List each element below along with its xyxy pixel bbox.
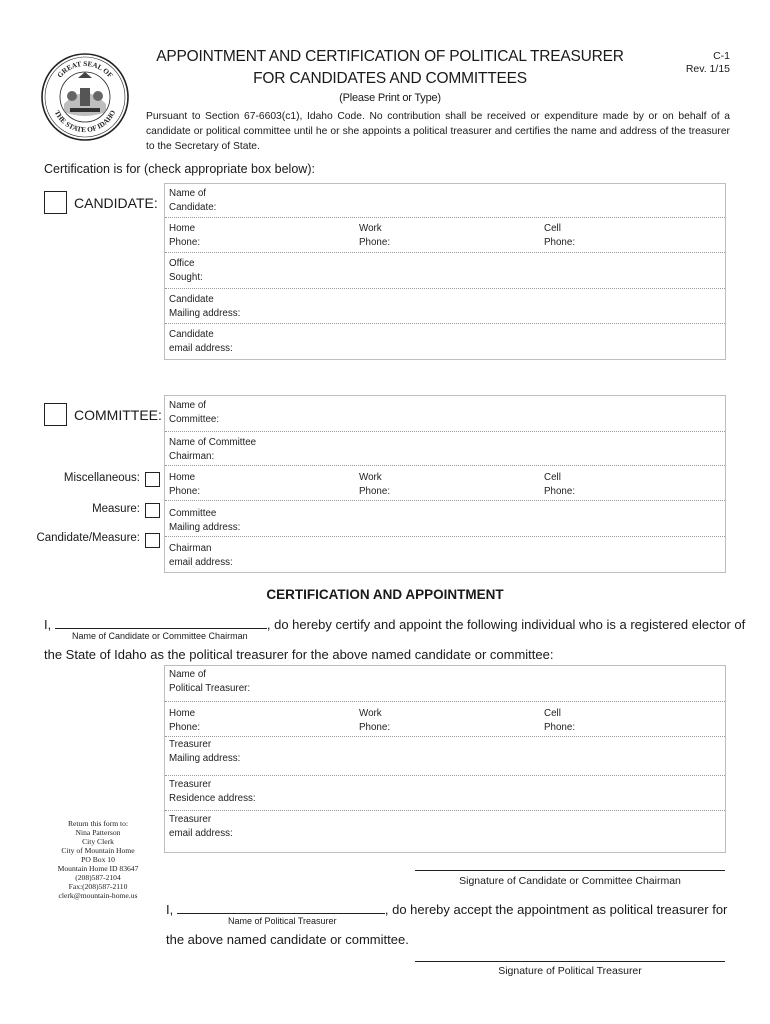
committee-chairman-field[interactable] [165, 432, 725, 466]
chairman-signature-caption: Signature of Candidate or Committee Chairman [459, 875, 681, 887]
label: Treasurer [169, 814, 212, 825]
committee-checkbox[interactable] [44, 403, 67, 426]
measure-label: Measure: [92, 503, 140, 515]
seal-text-top: GREAT SEAL OF [55, 59, 115, 80]
seal-text-bottom: THE STATE OF IDAHO [52, 109, 118, 135]
label: Phone: [359, 721, 391, 733]
label: Phone: [544, 485, 576, 497]
label: Phone: [544, 236, 576, 248]
candidate-measure-checkbox[interactable] [145, 533, 160, 548]
label: Cell [544, 223, 561, 234]
committee-work-phone-field[interactable] [359, 471, 390, 498]
form-title: APPOINTMENT AND CERTIFICATION OF POLITICAL TREASURER [156, 48, 624, 65]
candidate-label: CANDIDATE: [74, 195, 158, 211]
i-label: I, [166, 902, 174, 917]
return-address [40, 819, 156, 900]
above-named-statement: the above named candidate or committee. [166, 932, 409, 947]
label: Treasurer [169, 739, 212, 750]
intro-paragraph: Pursuant to Section 67-6603(c1), Idaho Code. No contribution shall be received or expenditure made by or on behalf of a candidate or political committee until he or she appoints a political treasurer and certifies the name and address of the treasurer to the Secretary of State. [146, 111, 730, 152]
return-line: (208)587-2104 [75, 873, 121, 882]
label: Sought: [169, 271, 203, 283]
label: Mailing address: [169, 752, 241, 764]
label: Work [359, 223, 382, 234]
label: Candidate [169, 294, 214, 305]
label: Political Treasurer: [169, 682, 251, 694]
treasurer-cell-phone-field[interactable] [544, 707, 575, 734]
label: Committee [169, 508, 217, 519]
miscellaneous-checkbox[interactable] [145, 472, 160, 487]
label: Phone: [169, 236, 201, 248]
office-sought-field[interactable] [165, 253, 725, 289]
treasurer-residence-address-field[interactable] [165, 776, 725, 811]
label: Candidate [169, 329, 214, 340]
return-line: Mountain Home ID 83647 [57, 864, 139, 873]
accept-statement [166, 901, 727, 917]
label: Cell [544, 708, 561, 719]
treasurer-signature-caption: Signature of Political Treasurer [498, 965, 642, 977]
committee-name-field[interactable] [165, 396, 725, 432]
label: Candidate: [169, 201, 217, 213]
name-caption: Name of Candidate or Committee Chairman [72, 631, 248, 641]
treasurer-email-field[interactable] [165, 811, 725, 851]
label: Phone: [544, 721, 576, 733]
certify-text: , do hereby certify and appoint the following individual who is a registered elector of [266, 617, 746, 632]
label: Treasurer [169, 779, 212, 790]
committee-fields [164, 395, 726, 573]
form-title-line2: FOR CANDIDATES AND COMMITTEES [253, 70, 527, 87]
label: Home [169, 472, 196, 483]
accept-text: , do hereby accept the appointment as political treasurer for [384, 902, 728, 917]
label: Committee: [169, 413, 220, 425]
label: Chairman [169, 543, 212, 554]
return-line: Fax:(208)587-2110 [68, 882, 128, 891]
label: Phone: [169, 721, 201, 733]
idaho-state-seal [40, 52, 130, 142]
form-revision: Rev. 1/15 [685, 63, 730, 75]
label: Mailing address: [169, 521, 241, 533]
label: Home [169, 708, 196, 719]
chairman-signature-line[interactable] [415, 870, 725, 871]
label: Work [359, 708, 382, 719]
candidate-home-phone-field[interactable] [169, 222, 200, 249]
print-instruction: (Please Print or Type) [339, 92, 441, 104]
candidate-mailing-address-field[interactable] [165, 289, 725, 324]
label: Work [359, 472, 382, 483]
return-line: City Clerk [82, 837, 114, 846]
certification-for-label: Certification is for (check appropriate box below): [44, 162, 315, 176]
label: Phone: [169, 485, 201, 497]
treasurer-mailing-address-field[interactable] [165, 737, 725, 776]
label: Phone: [359, 485, 391, 497]
label: email address: [169, 556, 233, 568]
label: Name of [169, 188, 207, 199]
treasurer-home-phone-field[interactable] [169, 707, 200, 734]
committee-label: COMMITTEE: [74, 407, 162, 423]
return-email: clerk@mountain-home.us [58, 891, 138, 900]
treasurer-name-field[interactable] [165, 666, 725, 702]
label: Home [169, 223, 196, 234]
label: email address: [169, 827, 233, 839]
label: Phone: [359, 236, 391, 248]
committee-cell-phone-field[interactable] [544, 471, 575, 498]
committee-home-phone-field[interactable] [169, 471, 200, 498]
miscellaneous-label: Miscellaneous: [63, 472, 140, 484]
treasurer-work-phone-field[interactable] [359, 707, 390, 734]
return-line: Return this form to: [67, 819, 129, 828]
label: Name of [169, 669, 207, 680]
treasurer-signature-line[interactable] [415, 961, 725, 962]
candidate-or-chairman-name-input[interactable] [55, 616, 267, 629]
candidate-checkbox[interactable] [44, 191, 67, 214]
form-code: C-1 [713, 50, 730, 62]
committee-mailing-address-field[interactable] [165, 501, 725, 537]
label: Mailing address: [169, 307, 241, 319]
certification-heading: CERTIFICATION AND APPOINTMENT [266, 587, 504, 602]
candidate-name-field[interactable] [165, 184, 725, 218]
state-statement: the State of Idaho as the political treasurer for the above named candidate or committee: [44, 647, 554, 662]
i-label: I, [44, 617, 52, 632]
treasurer-name-caption: Name of Political Treasurer [228, 916, 337, 926]
label: Name of [169, 400, 207, 411]
certify-statement [44, 616, 745, 632]
return-line: Nina Patterson [75, 828, 121, 837]
chairman-email-field[interactable] [165, 537, 725, 571]
measure-checkbox[interactable] [145, 503, 160, 518]
candidate-work-phone-field[interactable] [359, 222, 390, 249]
candidate-fields [164, 183, 726, 360]
treasurer-fields [164, 665, 726, 853]
return-line: PO Box 10 [81, 855, 115, 864]
candidate-phones-row [165, 218, 725, 253]
return-line: City of Mountain Home [61, 846, 135, 855]
treasurer-name-input[interactable] [177, 901, 385, 914]
label: email address: [169, 342, 233, 354]
label: Office [169, 258, 195, 269]
label: Chairman: [169, 450, 215, 462]
candidate-measure-label: Candidate/Measure: [36, 532, 140, 544]
treasurer-phones-row [165, 702, 725, 737]
label: Cell [544, 472, 561, 483]
candidate-email-field[interactable] [165, 324, 725, 358]
label: Name of Committee [169, 437, 257, 448]
committee-phones-row [165, 466, 725, 501]
label: Residence address: [169, 792, 256, 804]
candidate-cell-phone-field[interactable] [544, 222, 575, 249]
